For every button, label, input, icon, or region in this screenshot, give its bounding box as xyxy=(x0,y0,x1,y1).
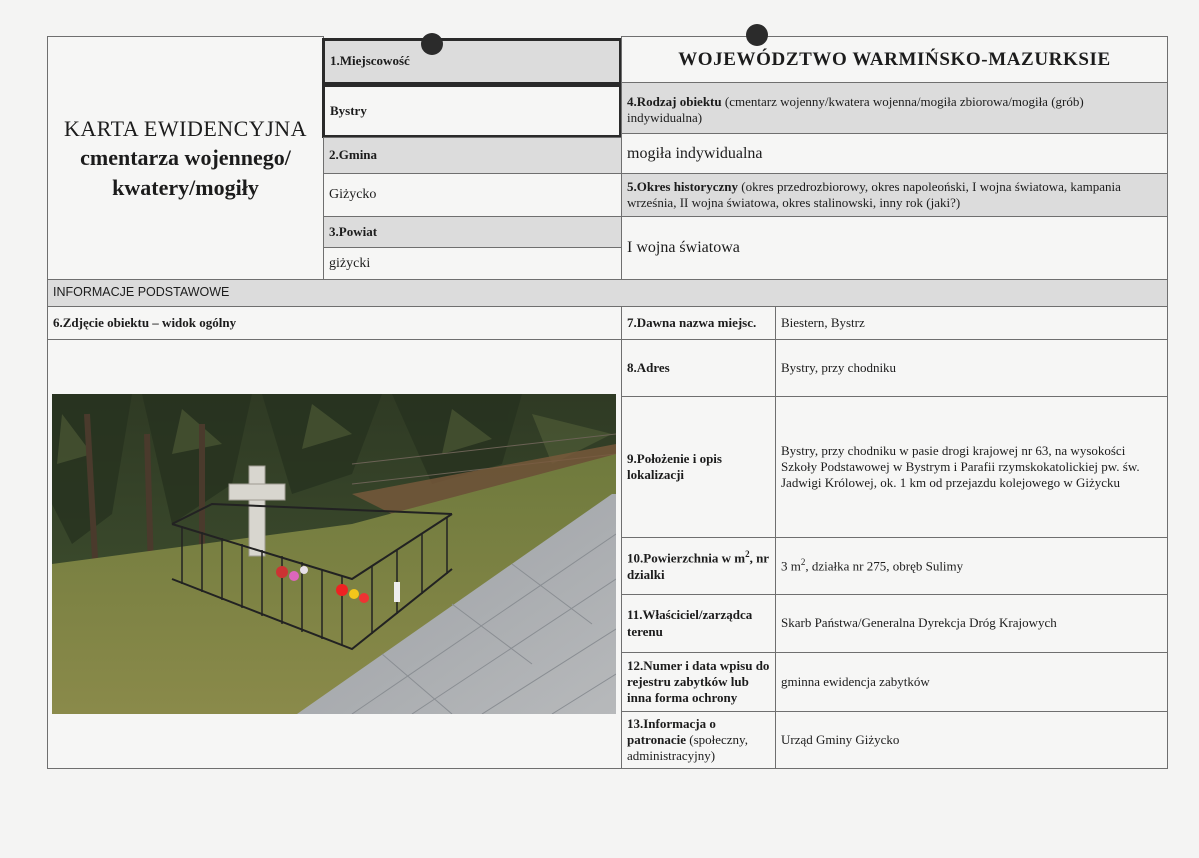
field-5-hint: (okres przedrozbiorowy, okres napoleoński, I wojna światowa, kampania września, II wojna światowa, okres stalinowski, inny rok (jaki?) xyxy=(627,179,1121,211)
field-10-value-b: , działka nr 275, obręb Sulimy xyxy=(805,558,964,574)
section-basic-info-text: INFORMACJE PODSTAWOWE xyxy=(53,285,230,300)
field-10-label-b: , nr dzialki xyxy=(627,550,769,582)
field-2-label xyxy=(323,137,622,174)
field-4-label-text: 4.Rodzaj obiektu xyxy=(627,94,722,109)
field-10-label-text xyxy=(627,549,770,583)
field-13-label-b: patronacie xyxy=(627,731,686,747)
punch-hole-right xyxy=(746,24,768,46)
field-12-label-text: 12.Numer i data wpisu do rejestru zabytków lub inna forma ochrony xyxy=(627,657,770,706)
voivodeship-text: WOJEWÓDZTWO WARMIŃSKO-MAZURKSIE xyxy=(678,48,1111,70)
field-1-value xyxy=(322,84,622,138)
field-4-value xyxy=(621,133,1168,174)
field-1-label xyxy=(322,38,622,85)
field-8-label-text: 8.Adres xyxy=(627,359,670,375)
field-11-label-text: 11.Właściciel/zarządca terenu xyxy=(627,607,753,639)
field-9-label xyxy=(621,396,776,538)
field-8-value-text: Bystry, przy chodniku xyxy=(781,359,897,375)
card-title xyxy=(47,36,324,280)
field-4-label xyxy=(621,82,1168,134)
field-10-value-a: 3 m xyxy=(781,558,801,574)
field-3-value-text: giżycki xyxy=(329,255,371,271)
field-13-label-text xyxy=(627,716,770,765)
field-13-value xyxy=(775,711,1168,769)
field-2-value xyxy=(323,173,622,217)
field-9-value xyxy=(775,396,1168,538)
punch-hole-left xyxy=(421,33,443,55)
field-1-label-text: 1.Miejscowość xyxy=(330,53,410,69)
field-10-label-sup: 2 xyxy=(745,549,750,560)
field-2-label-text: 2.Gmina xyxy=(329,147,378,163)
section-basic-info xyxy=(47,279,1168,307)
field-12-label xyxy=(621,652,776,712)
field-9-label-text: 9.Położenie i opis lokalizacji xyxy=(627,450,722,482)
photo-label xyxy=(47,306,622,340)
voivodeship-header xyxy=(621,36,1168,83)
object-photo xyxy=(52,394,616,714)
field-10-value-text xyxy=(781,557,963,575)
field-8-label xyxy=(621,339,776,397)
field-7-label-text: 7.Dawna nazwa miejsc. xyxy=(627,314,757,330)
field-10-value-sup: 2 xyxy=(800,557,806,568)
field-7-value xyxy=(775,306,1168,340)
field-13-hint: (społeczny, administracyjny) xyxy=(627,731,748,764)
field-10-value xyxy=(775,537,1168,595)
card-title-line3: kwatery/mogiły xyxy=(112,174,259,200)
field-13-value-text: Urząd Gminy Giżycko xyxy=(781,731,900,747)
field-12-value xyxy=(775,652,1168,712)
field-5-value-text: I wojna światowa xyxy=(627,239,740,256)
field-11-label xyxy=(621,594,776,653)
field-5-value xyxy=(621,216,1168,280)
field-4-value-text: mogiła indywidualna xyxy=(627,144,763,162)
card-title-line1: KARTA EWIDENCYJNA xyxy=(63,116,308,142)
field-11-value-text: Skarb Państwa/Generalna Dyrekcja Dróg Krajowych xyxy=(781,615,1057,631)
field-11-value xyxy=(775,594,1168,653)
field-3-label xyxy=(323,216,622,248)
field-10-label-a: 10.Powierzchnia w m xyxy=(627,550,746,566)
field-12-value-text: gminna ewidencja zabytków xyxy=(781,673,930,689)
photo-label-text: 6.Zdjęcie obiektu – widok ogólny xyxy=(53,314,237,330)
field-3-label-text: 3.Powiat xyxy=(329,223,378,239)
field-5-label-text: 5.Okres historyczny xyxy=(627,179,738,194)
field-10-label xyxy=(621,537,776,595)
field-7-value-text: Biestern, Bystrz xyxy=(781,314,865,330)
field-3-value xyxy=(323,247,622,280)
field-4-hint: (cmentarz wojenny/kwatera wojenna/mogiła zbiorowa/mogiła (grób) indywidualna) xyxy=(627,94,1084,126)
field-7-label xyxy=(621,306,776,340)
field-8-value xyxy=(775,339,1168,397)
field-1-value-text: Bystry xyxy=(330,102,367,118)
field-13-label-a: 13.Informacja o xyxy=(627,715,716,731)
field-5-label xyxy=(621,173,1168,217)
field-9-value-text: Bystry, przy chodniku w pasie drogi krajowej nr 63, na wysokości Szkoły Podstawowej w Bystrym i Parafii rzymskokatolickiej pw. św. Jadwigi Królowej, ok. 1 km od przejazdu kolejowego w Giżycku xyxy=(781,442,1140,491)
card-title-line2: cmentarza wojennego/ xyxy=(80,145,291,171)
field-2-value-text: Giżycko xyxy=(329,187,377,203)
field-13-label xyxy=(621,711,776,769)
